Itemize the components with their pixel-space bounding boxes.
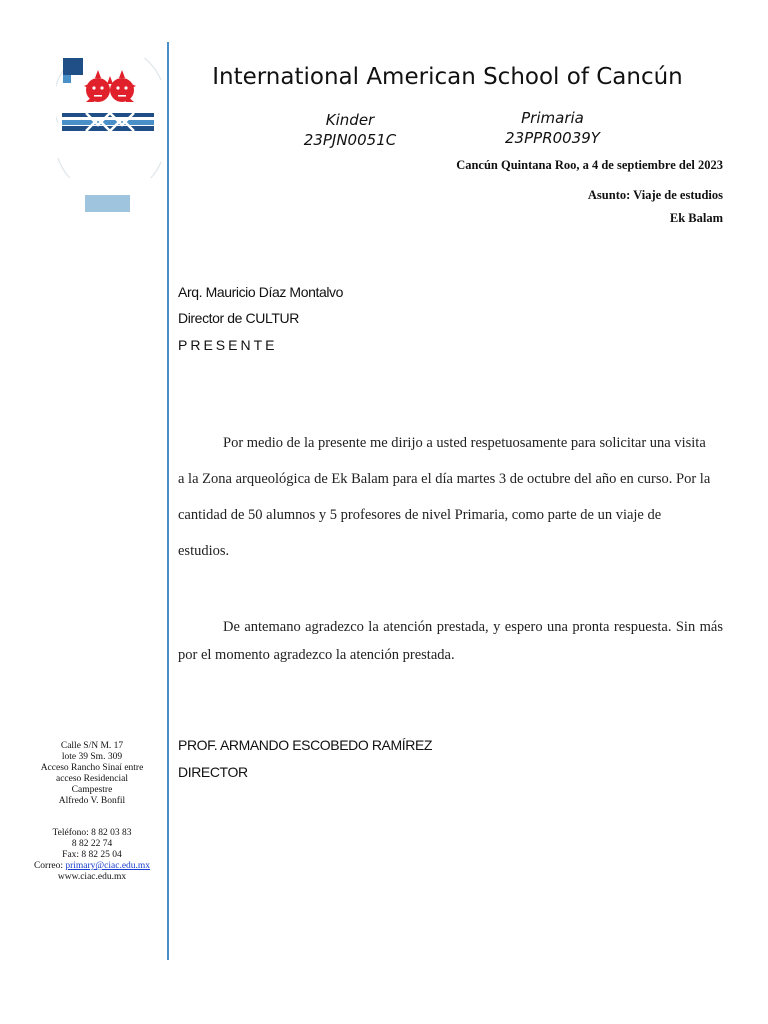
telephone-line-2: 8 82 22 74 bbox=[71, 839, 113, 849]
logo-accent-bar bbox=[85, 195, 130, 212]
email-line bbox=[22, 861, 162, 872]
signature-role: DIRECTOR bbox=[178, 764, 248, 780]
kinder-block bbox=[290, 110, 410, 150]
email-link[interactable]: primary@ciac.edu.mx bbox=[65, 861, 151, 871]
school-logo bbox=[56, 58, 166, 178]
letter-paragraph-1: Por medio de la presente me dirijo a usted respetuosamente para solicitar una visita a la Zona arqueológica de Ek Balam para el día martes 3 de octubre del año en curso. Por la cantidad de 50 alumnos y 5 profesores de nivel Primaria, como parte de un viaje de estudios. bbox=[178, 435, 711, 559]
primaria-block bbox=[485, 108, 620, 148]
telephone-line: Teléfono: 8 82 03 83 bbox=[52, 828, 132, 838]
subject-destination: Ek Balam bbox=[669, 211, 723, 225]
address-line: Calle S/N M. 17 bbox=[60, 741, 124, 751]
kinder-code: 23PJN0051C bbox=[303, 131, 397, 149]
address-line: acceso Residencial bbox=[55, 774, 128, 784]
address-line: lote 39 Sm. 309 bbox=[61, 752, 123, 762]
sidebar-address bbox=[22, 741, 162, 807]
presente-label: PRESENTE bbox=[178, 337, 278, 353]
primaria-label: Primaria bbox=[521, 109, 584, 127]
address-line: Acceso Rancho Sinaí entre bbox=[40, 763, 144, 773]
address-line: Campestre bbox=[71, 785, 113, 795]
signature-name: PROF. ARMANDO ESCOBEDO RAMÍREZ bbox=[178, 737, 433, 753]
address-line: Alfredo V. Bonfil bbox=[58, 796, 126, 806]
fax-line: Fax: 8 82 25 04 bbox=[62, 850, 122, 860]
school-name: International American School of Cancún bbox=[212, 64, 683, 90]
website-line: www.ciac.edu.mx bbox=[57, 872, 127, 882]
primaria-code: 23PPR0039Y bbox=[505, 129, 600, 147]
kinder-label: Kinder bbox=[325, 111, 375, 129]
recipient-title: Director de CULTUR bbox=[178, 310, 299, 326]
sidebar-contact bbox=[22, 828, 162, 883]
recipient-name: Arq. Mauricio Díaz Montalvo bbox=[178, 284, 344, 300]
letter-paragraph-2: De antemano agradezco la atención prestada, y espero una pronta respuesta. Sin más por el momento agradezco la atención prestada. bbox=[178, 619, 723, 663]
email-prefix: Correo: bbox=[33, 861, 66, 871]
margin-divider-line bbox=[167, 42, 169, 960]
date-line: Cancún Quintana Roo, a 4 de septiembre del 2023 bbox=[456, 158, 723, 172]
subject-line: Asunto: Viaje de estudios bbox=[587, 188, 723, 202]
